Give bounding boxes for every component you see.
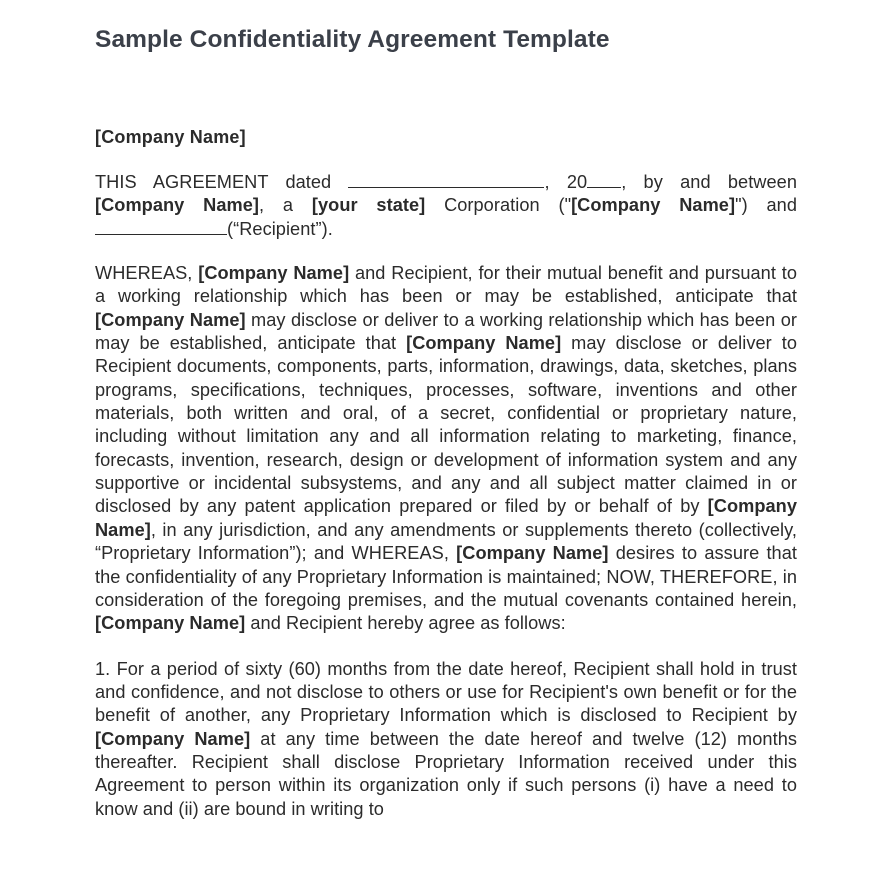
- clause-text: at any time between the date hereof and twelve (12) months thereafter. Recipient shall disclose Proprietary Information received under this Agreement to person within its organization only if such persons (i) have a need to know and (ii) are bound in writing to: [95, 728, 797, 819]
- whereas-text: WHEREAS,: [95, 263, 199, 284]
- intro-text: , a: [258, 195, 312, 216]
- recipient-blank-field[interactable]: [95, 219, 227, 235]
- company-name-placeholder: [Company Name]: [571, 195, 736, 216]
- company-name-placeholder: [Company Name]: [406, 333, 562, 354]
- document-page: [95, 24, 797, 821]
- clause-1-paragraph: [95, 658, 797, 821]
- whereas-text: , in any jurisdiction, and any amendments or supplements thereto (collectively, “Proprietary Information”); and WHEREAS,: [95, 519, 797, 564]
- company-name-placeholder: [Company Name]: [198, 263, 350, 284]
- date-blank-field[interactable]: [348, 172, 544, 188]
- clause-text: 1. For a period of sixty (60) months from the date hereof, Recipient shall hold in trust and confidence, and not disclose to others or use for Recipient's own benefit or for the benefit of another, any Proprietary Information which is disclosed to Recipient by: [95, 658, 797, 726]
- company-name-placeholder: [Company Name]: [95, 309, 246, 330]
- company-name-placeholder: [Company Name]: [95, 496, 797, 540]
- intro-text: , 20: [544, 172, 588, 192]
- state-placeholder: [your state]: [311, 195, 426, 216]
- whereas-text: may disclose or deliver to Recipient documents, components, parts, information, drawings, data, sketches, plans programs, specifications, techniques, processes, software, inventions and other materials, both written and oral, of a secret, confidential or proprietary nature, including without limitation any and all information relating to marketing, finance, forecasts, invention, research, design or development of information system and any supportive or incidental subsystems, and any and all subject matter claimed in or disclosed by any patent application prepared or filed by or behalf of by: [95, 333, 797, 517]
- company-name-heading: [Company Name]: [95, 127, 246, 147]
- intro-paragraph: [95, 171, 797, 241]
- year-blank-field[interactable]: [587, 172, 621, 188]
- whereas-paragraph: [95, 262, 797, 636]
- company-name-placeholder: [Company Name]: [95, 728, 251, 749]
- intro-text: Corporation (": [425, 195, 572, 216]
- intro-text: , by and between: [621, 172, 797, 192]
- company-name-placeholder: [Company Name]: [456, 543, 609, 564]
- whereas-text: may disclose or deliver to a working relationship which has been or may be established, anticipate that: [95, 309, 797, 354]
- whereas-text: desires to assure that the confidentiality of any Proprietary Information is maintained; NOW, THEREFORE, in consideration of the foregoing premises, and the mutual covenants contained herein,: [95, 543, 797, 610]
- whereas-text: and Recipient hereby agree as follows:: [245, 613, 566, 634]
- intro-text: ") and: [735, 195, 797, 216]
- company-name-placeholder: [Company Name]: [95, 613, 246, 634]
- whereas-text: and Recipient, for their mutual benefit and pursuant to a working relationship which has been or may be established, anticipate that: [95, 263, 798, 307]
- intro-text: THIS AGREEMENT dated: [95, 172, 349, 192]
- company-name-placeholder: [Company Name]: [95, 195, 259, 216]
- intro-text: (“Recipient”).: [227, 218, 333, 239]
- document-title: Sample Confidentiality Agreement Template: [95, 26, 610, 53]
